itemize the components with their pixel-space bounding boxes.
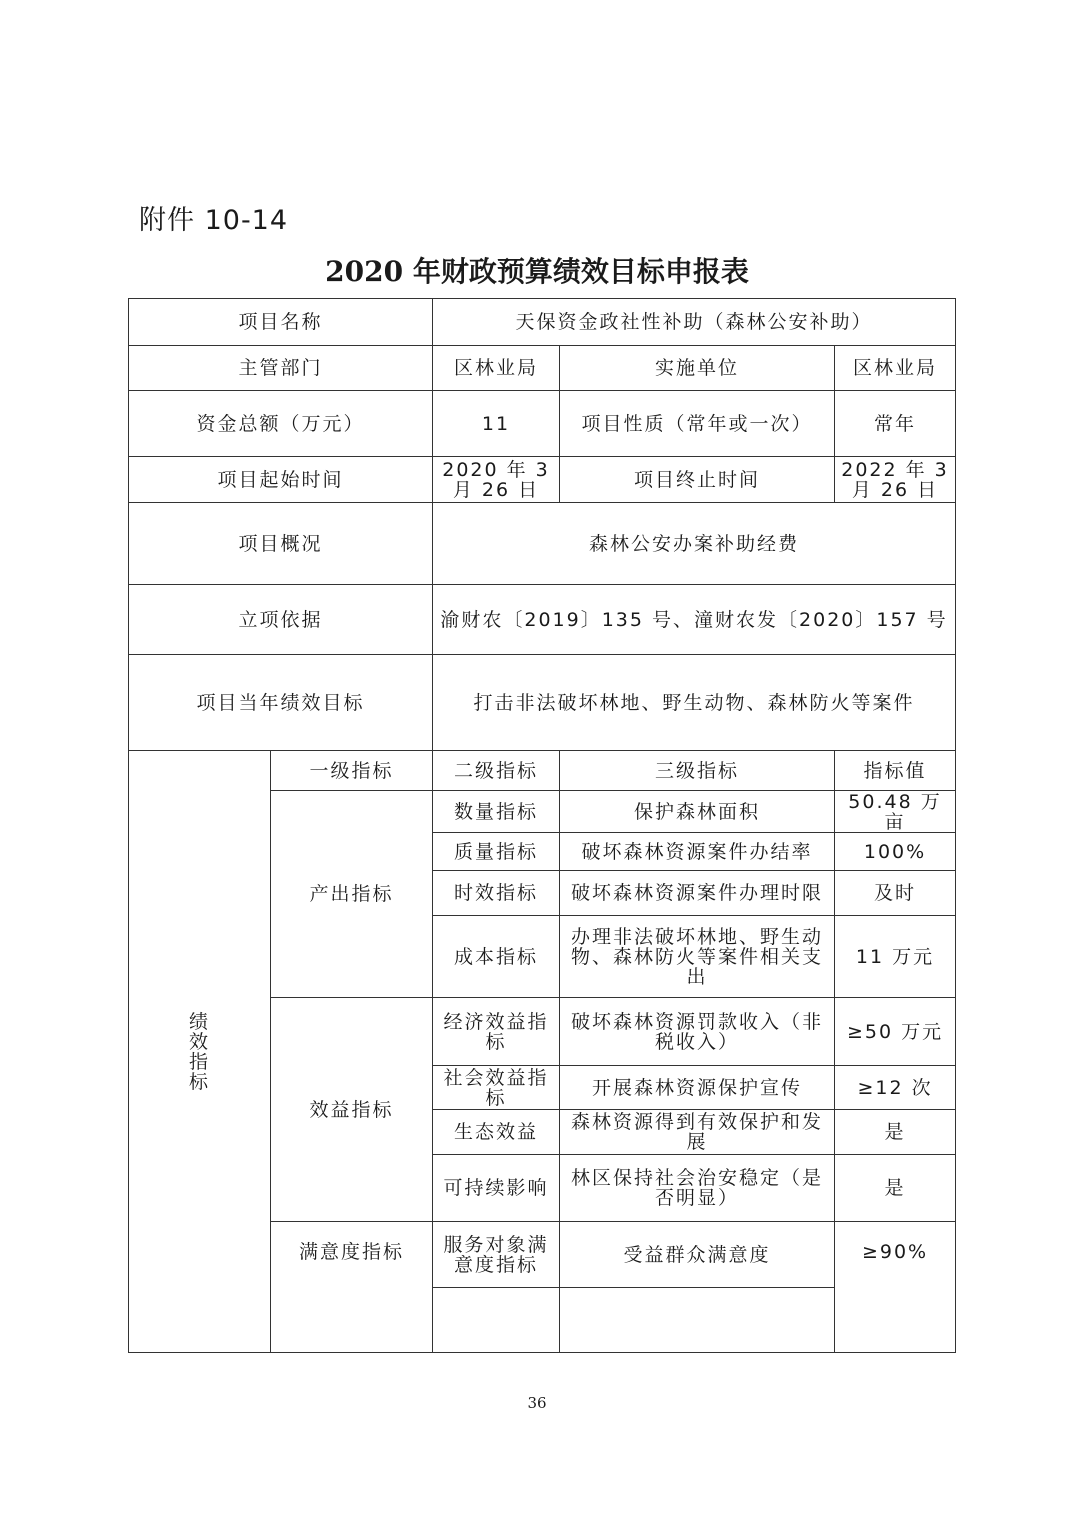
table-row: [129, 299, 956, 346]
performance-indicators-label: 绩 效 指 标: [129, 751, 271, 1353]
nature-value: 常年: [835, 391, 956, 457]
level3-cell: 开展森林资源保护宣传: [560, 1066, 835, 1110]
level3-cell: 破坏森林资源案件办理时限: [560, 871, 835, 916]
impl-value: 区林业局: [835, 346, 956, 391]
project-name-value: 天保资金政社性补助（森林公安补助）: [433, 299, 956, 346]
project-name-label: 项目名称: [129, 299, 433, 346]
level2-cell: 服务对象满意度指标: [433, 1222, 560, 1288]
nature-label: 项目性质（常年或一次）: [560, 391, 835, 457]
basis-label: 立项依据: [129, 585, 433, 655]
value-cell: 是: [835, 1110, 956, 1155]
value-cell: 及时: [835, 871, 956, 916]
overview-value: 森林公安办案补助经费: [433, 503, 956, 585]
satisfaction-indicator-label: 满意度指标: [271, 1222, 433, 1353]
level2-cell: 可持续影响: [433, 1155, 560, 1222]
table-row: [129, 585, 956, 655]
level3-cell: 办理非法破坏林地、野生动物、森林防火等案件相关支出: [560, 916, 835, 998]
value-cell: 100%: [835, 833, 956, 871]
level2-cell: 质量指标: [433, 833, 560, 871]
impl-label: 实施单位: [560, 346, 835, 391]
goal-label: 项目当年绩效目标: [129, 655, 433, 751]
page-number: 36: [527, 1394, 547, 1412]
output-indicator-label: 产出指标: [271, 791, 433, 998]
level3-cell: 保护森林面积: [560, 791, 835, 833]
table-row: [129, 655, 956, 751]
fund-value: 11: [433, 391, 560, 457]
basis-value: 渝财农〔2019〕135 号、潼财农发〔2020〕157 号: [433, 585, 956, 655]
table-row: [129, 391, 956, 457]
fund-label: 资金总额（万元）: [129, 391, 433, 457]
level2-cell: 数量指标: [433, 791, 560, 833]
level3-cell: 破坏森林资源案件办结率: [560, 833, 835, 871]
benefit-indicator-label: 效益指标: [271, 998, 433, 1222]
empty-cell: [433, 1288, 560, 1353]
goal-value: 打击非法破坏林地、野生动物、森林防火等案件: [433, 655, 956, 751]
level2-cell: 成本指标: [433, 916, 560, 998]
level3-cell: 破坏森林资源罚款收入（非税收入）: [560, 998, 835, 1066]
level2-cell: 生态效益: [433, 1110, 560, 1155]
value-cell: 是: [835, 1155, 956, 1222]
table-row: [129, 503, 956, 585]
empty-cell: [560, 1288, 835, 1353]
col-header-value: 指标值: [835, 751, 956, 791]
col-header-level2: 二级指标: [433, 751, 560, 791]
value-cell: ≥12 次: [835, 1066, 956, 1110]
col-header-level1: 一级指标: [271, 751, 433, 791]
overview-label: 项目概况: [129, 503, 433, 585]
value-cell: 50.48 万亩: [835, 791, 956, 833]
page-title: 2020 年财政预算绩效目标申报表: [325, 255, 749, 288]
attachment-label: 附件 10-14: [139, 205, 289, 236]
level2-cell: 经济效益指标: [433, 998, 560, 1066]
start-value: 2020 年 3 月 26 日: [433, 457, 560, 503]
dept-value: 区林业局: [433, 346, 560, 391]
end-label: 项目终止时间: [560, 457, 835, 503]
budget-form-table: [128, 298, 956, 1353]
start-label: 项目起始时间: [129, 457, 433, 503]
table-row: [129, 457, 956, 503]
dept-label: 主管部门: [129, 346, 433, 391]
col-header-level3: 三级指标: [560, 751, 835, 791]
value-cell: ≥50 万元: [835, 998, 956, 1066]
table-row: [129, 751, 956, 791]
value-cell: ≥90%: [835, 1222, 956, 1353]
level2-cell: 时效指标: [433, 871, 560, 916]
level3-cell: 林区保持社会治安稳定（是否明显）: [560, 1155, 835, 1222]
end-value: 2022 年 3 月 26 日: [835, 457, 956, 503]
table-row: [129, 346, 956, 391]
level3-cell: 森林资源得到有效保护和发展: [560, 1110, 835, 1155]
value-cell: 11 万元: [835, 916, 956, 998]
level2-cell: 社会效益指标: [433, 1066, 560, 1110]
level3-cell: 受益群众满意度: [560, 1222, 835, 1288]
